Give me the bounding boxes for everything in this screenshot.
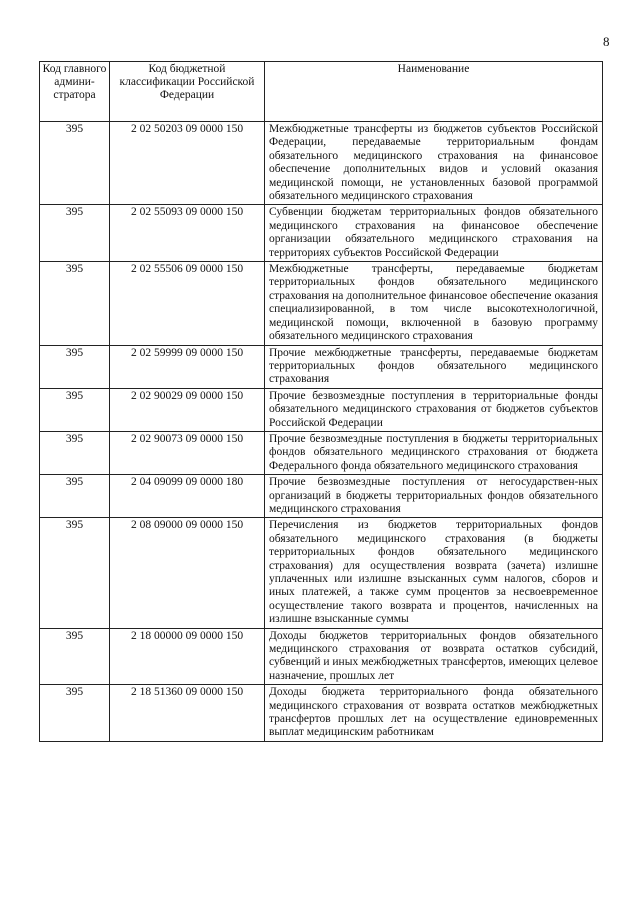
header-name: Наименование: [265, 62, 603, 122]
budget-code-cell: 2 18 51360 09 0000 150: [110, 685, 265, 742]
name-cell: Прочие безвозмездные поступления в бюджеты территориальных фондов обязательного медицинского страхования от бюджета Федерального фонда обязательного медицинского страхования: [265, 431, 603, 474]
budget-code-cell: 2 02 90073 09 0000 150: [110, 431, 265, 474]
name-cell: Субвенции бюджетам территориальных фондов обязательного медицинского страхования на финансовое обеспечение организации обязательного медицинского страхования на территориях субъектов Российской Федерации: [265, 205, 603, 262]
table-row: [40, 388, 603, 431]
table-row: [40, 122, 603, 205]
budget-classification-table: [39, 61, 603, 742]
table-row: [40, 518, 603, 628]
admin-code-cell: 395: [40, 345, 110, 388]
budget-code-cell: 2 02 90029 09 0000 150: [110, 388, 265, 431]
header-budget-code: Код бюджетной классификации Российской Федерации: [110, 62, 265, 122]
name-cell: Перечисления из бюджетов территориальных фондов обязательного медицинского страхования (в бюджеты территориальных фондов обязательного медицинского страхования) для осуществления возврата (зачета) излишне уплаченных или излишне взысканных сумм налогов, сборов и иных платежей, а также сумм процентов за несвоевременное осуществление такого возврата и процентов, начисленных на излишне взысканные суммы: [265, 518, 603, 628]
budget-code-cell: 2 02 55506 09 0000 150: [110, 262, 265, 345]
admin-code-cell: 395: [40, 475, 110, 518]
admin-code-cell: 395: [40, 685, 110, 742]
budget-code-cell: 2 08 09000 09 0000 150: [110, 518, 265, 628]
admin-code-cell: 395: [40, 388, 110, 431]
admin-code-cell: 395: [40, 205, 110, 262]
admin-code-cell: 395: [40, 628, 110, 685]
name-cell: Прочие безвозмездные поступления от негосударствен-ных организаций в бюджеты территориальных фондов обязательного медицинского страхования: [265, 475, 603, 518]
admin-code-cell: 395: [40, 431, 110, 474]
budget-code-cell: 2 02 55093 09 0000 150: [110, 205, 265, 262]
table-row: [40, 628, 603, 685]
admin-code-cell: 395: [40, 262, 110, 345]
name-cell: Межбюджетные трансферты из бюджетов субъектов Российской Федерации, передаваемые территориальным фондам обязательного медицинского страхования на финансовое обеспечение дополнительных видов и условий оказания медицинской помощи, не установленных базовой программой обязательного медицинского страхования: [265, 122, 603, 205]
table-row: [40, 262, 603, 345]
table-row: [40, 205, 603, 262]
table-row: [40, 345, 603, 388]
table-row: [40, 475, 603, 518]
admin-code-cell: 395: [40, 518, 110, 628]
name-cell: Доходы бюджета территориального фонда обязательного медицинского страхования от возврата остатков межбюджетных трансфертов прошлых лет на осуществление единовременных выплат медицинским работникам: [265, 685, 603, 742]
table-row: [40, 685, 603, 742]
budget-code-cell: 2 02 59999 09 0000 150: [110, 345, 265, 388]
name-cell: Доходы бюджетов территориальных фондов обязательного медицинского страхования от возврата остатков субсидий, субвенций и иных межбюджетных трансфертов, имеющих целевое назначение, прошлых лет: [265, 628, 603, 685]
table-header-row: [40, 62, 603, 122]
name-cell: Прочие безвозмездные поступления в территориальные фонды обязательного медицинского страхования от бюджетов субъектов Российской Федерации: [265, 388, 603, 431]
name-cell: Прочие межбюджетные трансферты, передаваемые бюджетам территориальных фондов обязательного медицинского страхования: [265, 345, 603, 388]
table-row: [40, 431, 603, 474]
page-number: 8: [603, 34, 610, 49]
header-admin-code: Код главного админи-стратора: [40, 62, 110, 122]
name-cell: Межбюджетные трансферты, передаваемые бюджетам территориальных фондов обязательного медицинского страхования на дополнительное финансовое обеспечение оказания специализированной, в том числе высокотехнологичной, медицинской помощи, включенной в базовую программу обязательного медицинского страхования: [265, 262, 603, 345]
budget-code-cell: 2 04 09099 09 0000 180: [110, 475, 265, 518]
admin-code-cell: 395: [40, 122, 110, 205]
budget-code-cell: 2 18 00000 09 0000 150: [110, 628, 265, 685]
budget-code-cell: 2 02 50203 09 0000 150: [110, 122, 265, 205]
